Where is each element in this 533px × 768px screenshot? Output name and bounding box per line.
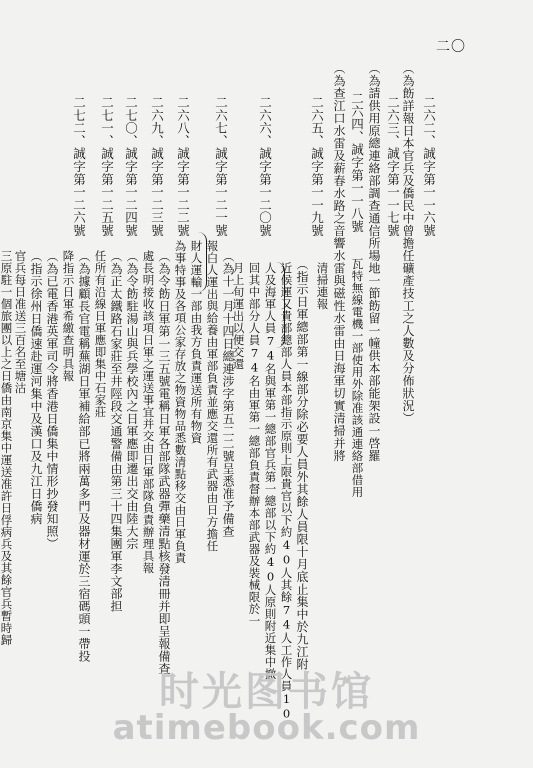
entry-body: 清掃連報 — [315, 262, 330, 310]
entry-title: （為已電香港英軍司令將香港日僑集中情形抄發知照） — [45, 250, 59, 550]
entry-title: （指示日軍總部第一線部分除必要人員外其餘人員限十月底止集中於九江附 — [295, 258, 309, 671]
entry-body: 財人運輸一部由我方負責運送所有物資 — [189, 240, 204, 444]
entry-body: 報白人運出與給養由軍部負責並應交還所有武器由日方擔任 — [205, 240, 220, 552]
entry-number: 二六三、誠字第一一七號 — [385, 96, 401, 237]
entry-number: 二七一、誠字第一二五號 — [99, 96, 115, 237]
entry-body: 人及海軍人員74名與軍第一總部官兵第一總部以下約40人原則附近集中撤 — [263, 262, 278, 680]
entry-body: 降指示日軍希繳查明具報 — [61, 250, 76, 382]
entry-body: 官兵每日准送三百名至塘沽 — [13, 250, 28, 394]
entry-body: 處長明接收該項日軍之運送事宜并交由日軍部隊負責辦理具報 — [141, 250, 156, 574]
entry-title: （為十一月十四日總連涉字第五二二號呈悉准予備查 — [221, 250, 235, 538]
entry-number: 二六四、誠字第一一八號 — [349, 92, 365, 233]
entry-title: （為正太鐵路石家莊至井陘段交通警備由第三十四集團軍李文部担 — [109, 250, 123, 613]
entry-body: 瓦特無線電機一部使用外除准該通連絡部借用 — [350, 258, 365, 498]
entry-title: （為飭詳報日本官兵及僑民中曾擔任礦產技工之人數及分佈狀況） — [401, 62, 415, 425]
entry-title: （為請供用原總連絡部調查通信所場地一節飭留一幢供本部能架設一啓羅 — [367, 62, 381, 462]
entry-number: 二六七、誠字第一二一號 — [213, 96, 229, 237]
entry-number: 二六二、誠字第一一六號 — [421, 96, 437, 237]
watermark-chinese: 时光图书馆 — [159, 669, 374, 715]
entry-number: 二六八、誠字第一二二號 — [175, 96, 191, 237]
entry-title: （為令飭駐湯山與兵學校內之日軍應即遷出交由陸大宗 — [125, 250, 139, 550]
entry-body: 為事特事及各項公家存放之物資物品悉數清點移交由日軍負責 — [173, 240, 188, 564]
entry-number: 二六五、誠字第一一九號 — [309, 96, 325, 237]
entry-body: 月上旬運出以便交還 — [231, 262, 246, 370]
entry-title: （指示徐州日僑速赴運河集中及漢口及九江日僑病 — [29, 250, 43, 525]
entry-number: 二七二、誠字第一二六號 — [71, 96, 87, 237]
page-number: 二〇 — [436, 39, 466, 55]
entry-body: 回其中部分人員74名由軍第一總部負責督辦本部武器及裝械限於一 — [247, 262, 262, 627]
entry-title: （為令飭日軍第一三五號電稱日軍各部隊武器彈藥清點核發清冊并即呈報備查 — [157, 250, 171, 675]
watermark-url: atimebook.com — [112, 708, 421, 748]
entry-title: （為查江口水雷及薪春水路之音響水雷與磁性水雷由日海軍切實清掃并將 — [332, 62, 346, 462]
entry-number: 二七〇、誠字第一二四號 — [123, 96, 139, 237]
entry-number: 二六九、誠字第一二三號 — [149, 96, 165, 237]
entry-number: 二六六、誠字第一二〇號 — [257, 96, 273, 237]
entry-title: （為據顧長官電稱蕪湖日軍補給部已將兩萬多門及器材運於三宿碼頭一帶投 — [77, 250, 91, 663]
entry-body: 任所有沿線日軍應即集中石家莊 — [93, 250, 108, 418]
entry-body: 近候運又貴部總部人員本部指示原則上限貴官以下約40人其餘74人工作人員10 — [279, 262, 294, 721]
entry-body: 三原駐一個旅團以上之日僑由南京集中運送准許日俘病兵及其餘官兵暫時歸 — [0, 250, 14, 646]
